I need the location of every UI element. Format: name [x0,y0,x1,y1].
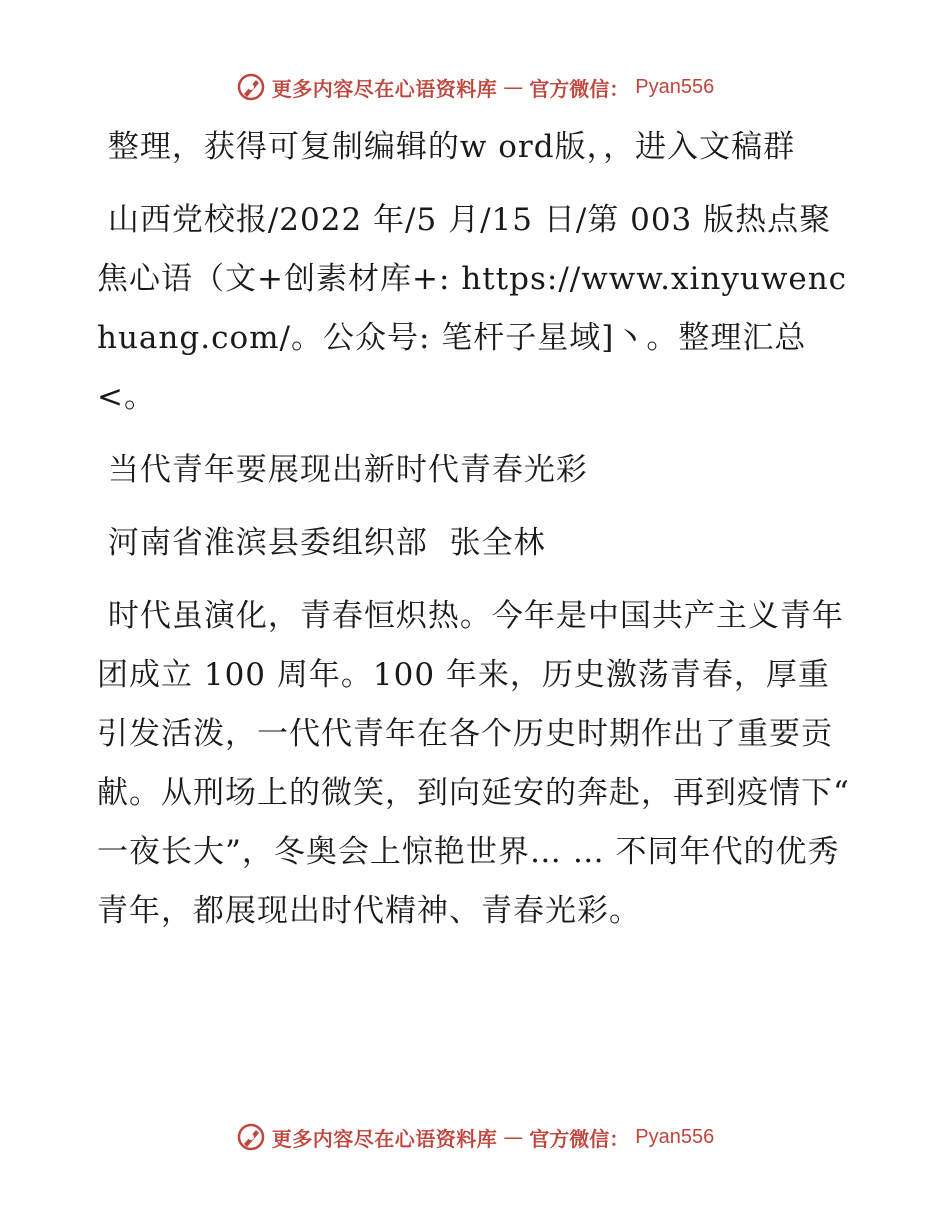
pen-circle-icon [236,1122,266,1152]
banner-wechat-id: Pyan556 [635,75,715,98]
banner-wechat-id: Pyan556 [635,1125,715,1148]
banner-dash: — [503,1125,524,1149]
article-title: 当代青年要展现出新时代青春光彩 [97,452,588,488]
banner-slogan: 更多内容尽在心语资料库 [271,1126,498,1151]
banner-slogan: 更多内容尽在心语资料库 [271,76,498,101]
footer-banner [0,1122,950,1152]
paragraph-intro: 整理，获得可复制编辑的w ord版，，进入文稿群 [97,129,796,165]
banner-wechat-label: 官方微信： [529,1126,630,1151]
paragraph-source: 山西党校报/2022 年/5 月/15 日/第 003 版热点聚焦心语（文+创素材库+: https://www.xinyuwenchuang.com/。公众号: 笔杆子星域]丶。整理汇总<。 [97,202,848,415]
pen-circle-icon [236,72,266,102]
banner-wechat-label: 官方微信： [529,76,630,101]
header-banner [0,72,950,102]
paragraph-body: 时代虽演化，青春恒炽热。今年是中国共产主义青年团成立 100 周年。100 年来，历史激荡青春，厚重引发活泼，一代代青年在各个历史时期作出了重要贡献。从刑场上的微笑，到向延安的奔赴，再到疫情下“ 一夜长大”，冬奥会上惊艳世界… … 不同年代的优秀青年，都展现出时代精神、青春光彩。 [97,598,861,929]
article-author: 河南省淮滨县委组织部 张全林 [97,525,546,561]
banner-dash: — [503,75,524,99]
document-body [97,118,861,955]
